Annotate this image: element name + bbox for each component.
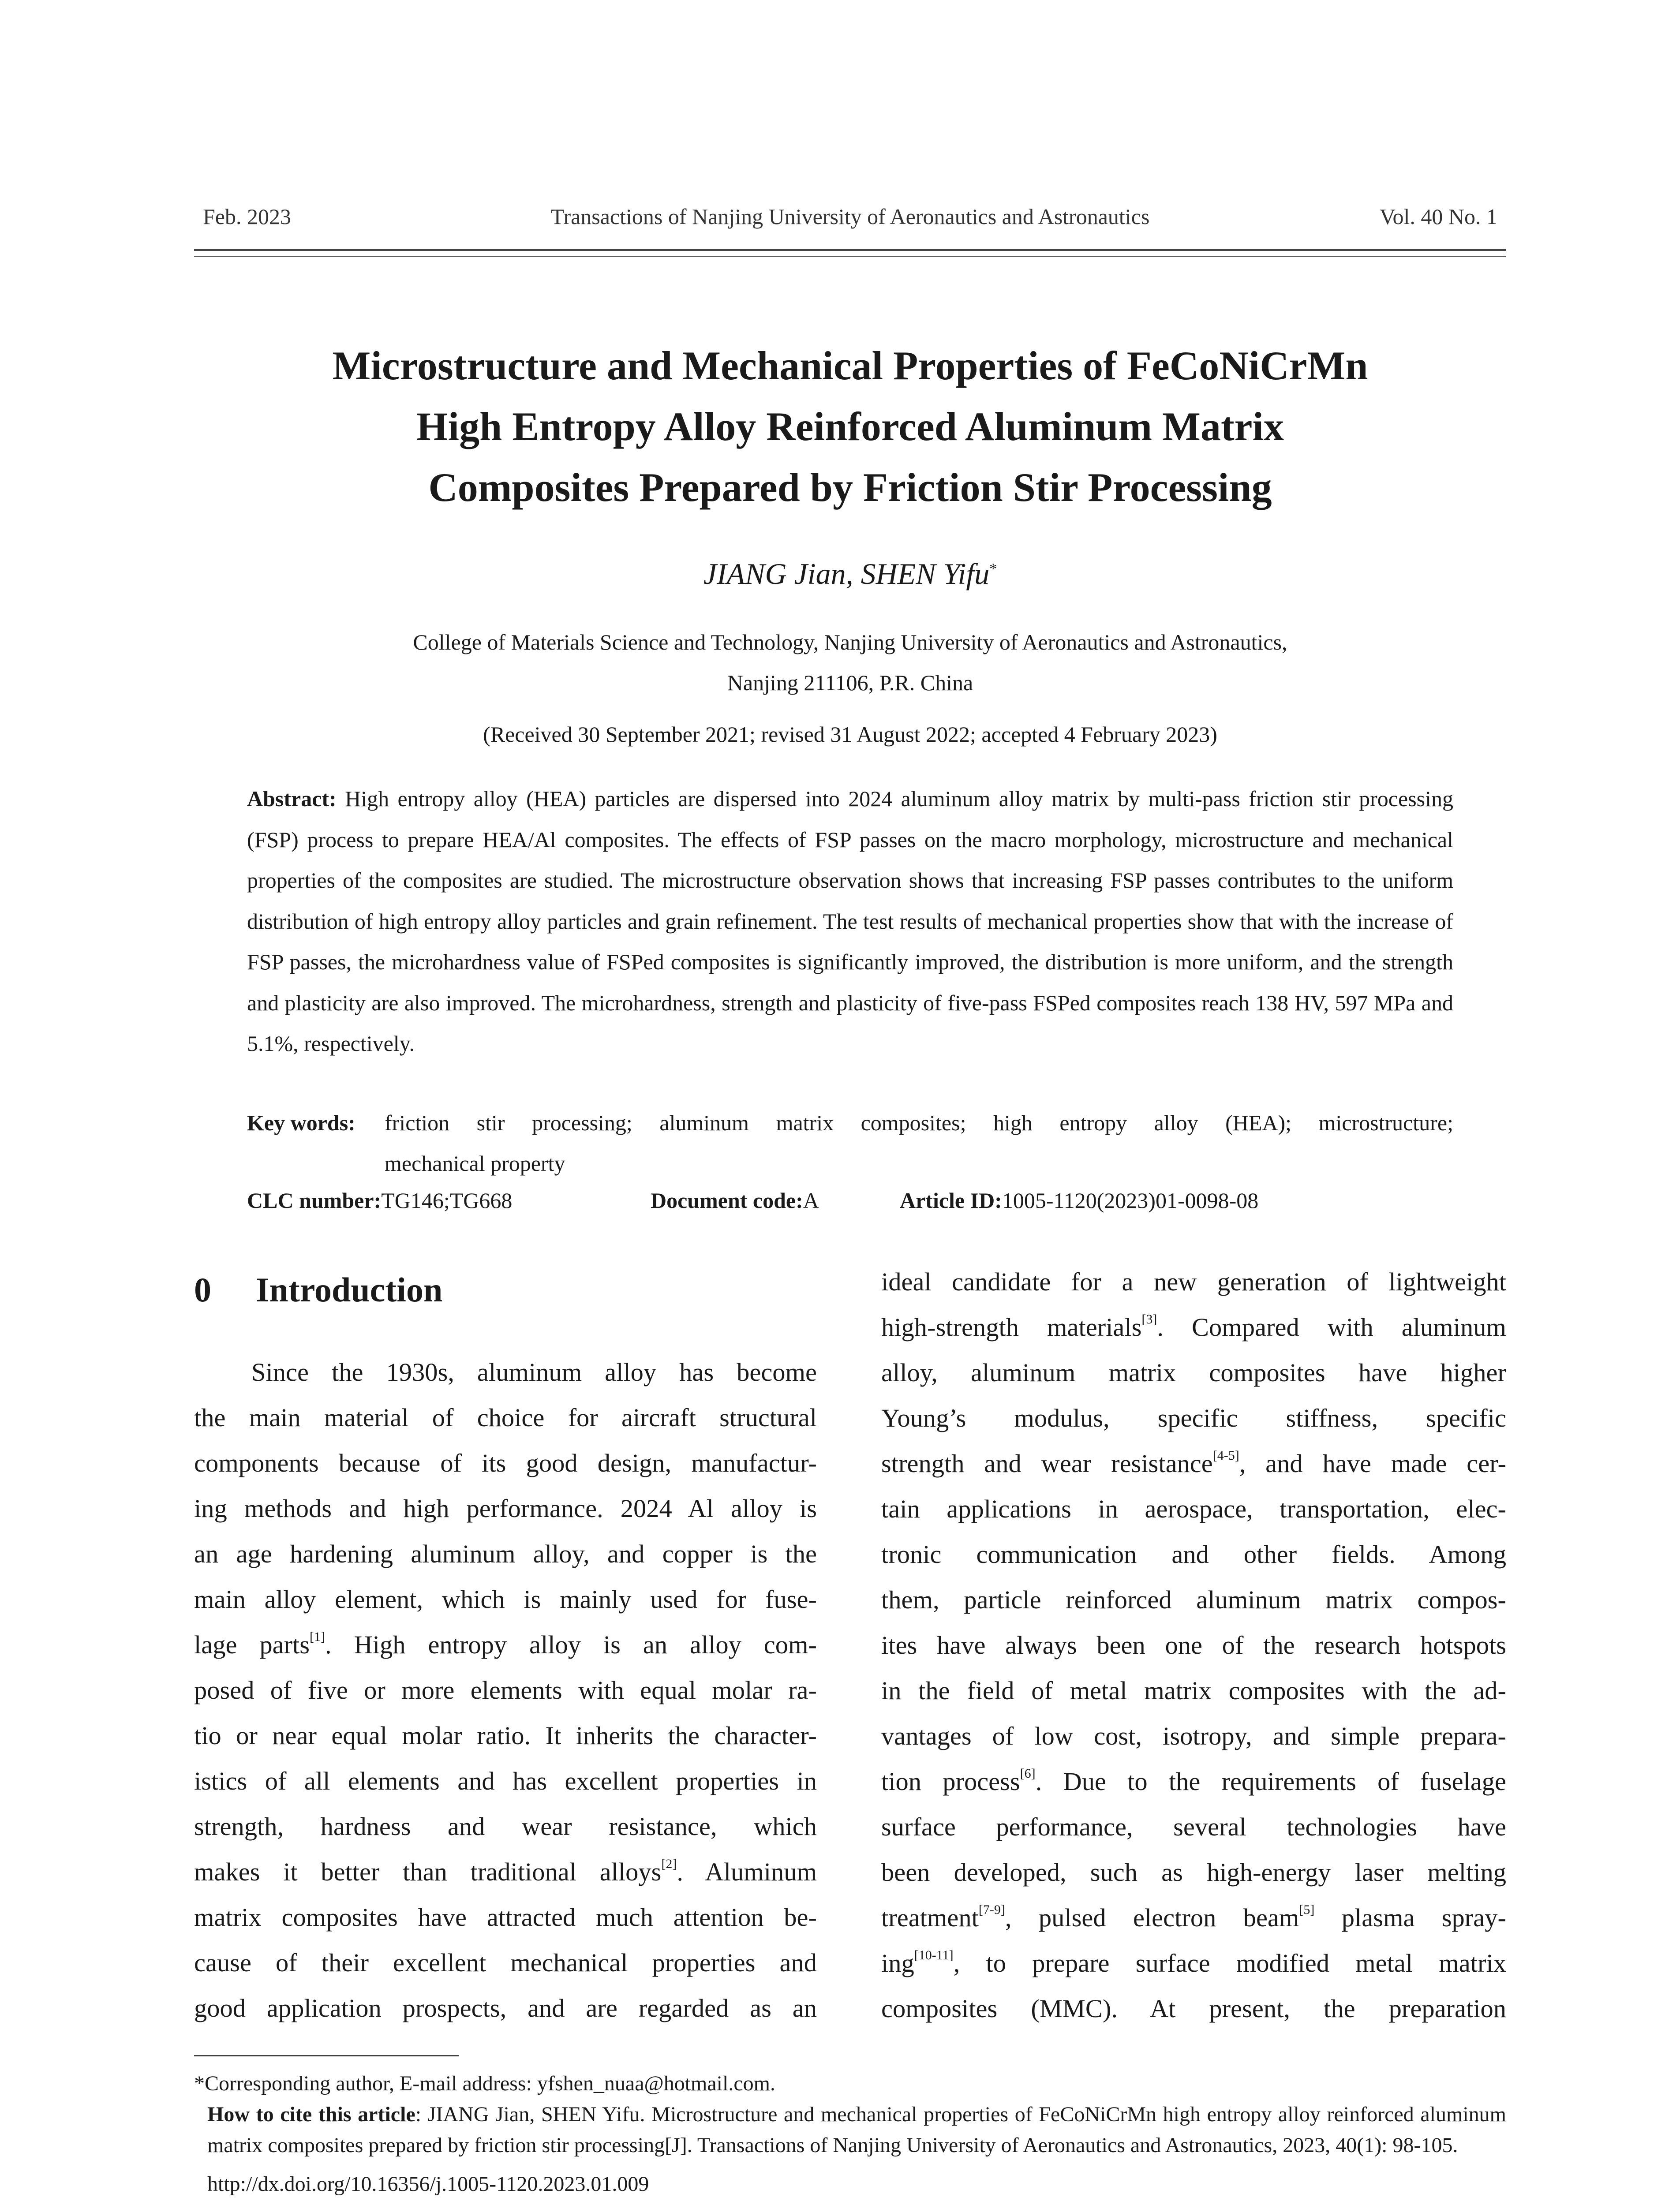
body-text-line: vantages of low cost, isotropy, and simple prepara- bbox=[881, 1722, 1506, 1750]
citation-ref[interactable]: [6] bbox=[1020, 1766, 1036, 1781]
section-title: Introduction bbox=[256, 1271, 443, 1309]
body-text-line: components because of its good design, manufactur- bbox=[194, 1449, 817, 1477]
body-text-line: been developed, such as high-energy laser melting bbox=[881, 1858, 1506, 1887]
running-header bbox=[194, 204, 1506, 230]
body-text-line: ites have always been one of the research hotspots bbox=[881, 1631, 1506, 1659]
body-column-left bbox=[194, 1349, 817, 2031]
body-text-line: the main material of choice for aircraft structural bbox=[194, 1403, 817, 1432]
body-text-line: treatment[7-9], pulsed electron beam[5] plasma spray- bbox=[881, 1902, 1506, 1932]
title-line: Composites Prepared by Friction Stir Processing bbox=[428, 465, 1272, 510]
doi-link[interactable]: http://dx.doi.org/10.16356/j.1005-1120.2023.01.009 bbox=[207, 2172, 649, 2196]
header-volume: Vol. 40 No. 1 bbox=[1379, 204, 1497, 229]
citation-ref[interactable]: [4-5] bbox=[1212, 1448, 1239, 1463]
body-text-line: them, particle reinforced aluminum matrix compos- bbox=[881, 1585, 1506, 1614]
affiliation bbox=[194, 622, 1506, 703]
citation-ref[interactable]: [10-11] bbox=[914, 1948, 954, 1962]
citation-ref[interactable]: [1] bbox=[310, 1629, 326, 1644]
document-code bbox=[651, 1188, 819, 1213]
body-text-line: good application prospects, and are regarded as an bbox=[194, 1994, 817, 2022]
citation-ref[interactable]: [2] bbox=[661, 1857, 677, 1871]
citation-ref[interactable]: [5] bbox=[1299, 1902, 1315, 1917]
affiliation-line: Nanjing 211106, P.R. China bbox=[727, 670, 973, 695]
article-id bbox=[900, 1188, 1258, 1213]
received-dates: (Received 30 September 2021; revised 31 August 2022; accepted 4 February 2023) bbox=[483, 722, 1217, 747]
body-column-right bbox=[881, 1259, 1506, 2031]
body-text-line: an age hardening aluminum alloy, and copper is the bbox=[194, 1540, 817, 1568]
body-text-line: strength and wear resistance[4-5], and have made cer- bbox=[881, 1448, 1506, 1478]
footnotes bbox=[194, 2068, 1506, 2200]
body-text-line: ing[10-11], to prepare surface modified metal matrix bbox=[881, 1948, 1506, 1977]
body-text-line: makes it better than traditional alloys[2]. Aluminum bbox=[194, 1857, 817, 1886]
body-text-line: matrix composites have attracted much attention be- bbox=[194, 1903, 817, 1932]
body-text-line: in the field of metal matrix composites with the ad- bbox=[881, 1676, 1506, 1705]
abstract-text: High entropy alloy (HEA) particles are dispersed into 2024 aluminum alloy matrix by multi-pass friction stir processing (FSP) process to prepare HEA/Al composites. The effects of FSP passes on the macro morphology, microstructure and mechanical properties of the composites are studied. The microstructure observation shows that increasing FSP passes contributes to the uniform distribution of high entropy alloy particles and grain refinement. The test results of mechanical properties show that with the increase of FSP passes, the microhardness value of FSPed composites is significantly improved, the distribution is more uniform, and the strength and plasticity are also improved. The microhardness, strength and plasticity of five-pass FSPed composites reach 138 HV, 597 MPa and 5.1%, respectively. bbox=[247, 786, 1453, 1056]
body-text-line: alloy, aluminum matrix composites have higher bbox=[881, 1358, 1506, 1387]
body-text-line: strength, hardness and wear resistance, which bbox=[194, 1812, 817, 1841]
body-text-line: istics of all elements and has excellent properties in bbox=[194, 1767, 817, 1795]
clc-value: TG146;TG668 bbox=[381, 1188, 513, 1213]
body-text-line: ideal candidate for a new generation of lightweight bbox=[881, 1267, 1506, 1296]
body-text-line: posed of five or more elements with equal molar ra- bbox=[194, 1676, 817, 1704]
how-to-cite bbox=[194, 2099, 1506, 2161]
cite-label: How to cite this article bbox=[207, 2103, 415, 2126]
body-text-line: surface performance, several technologies have bbox=[881, 1813, 1506, 1841]
body-text-line: tio or near equal molar ratio. It inherits the character- bbox=[194, 1721, 817, 1750]
body-text-line: tronic communication and other fields. Among bbox=[881, 1540, 1506, 1569]
authors bbox=[194, 557, 1506, 591]
keywords-line: friction stir processing; aluminum matrix composites; high entropy alloy (HEA); microstructure; bbox=[385, 1110, 1453, 1135]
footnote-rule bbox=[194, 2055, 459, 2056]
citation-ref[interactable]: [7-9] bbox=[978, 1902, 1005, 1917]
body-text-line: lage parts[1]. High entropy alloy is an alloy com- bbox=[194, 1629, 817, 1659]
title-line: Microstructure and Mechanical Properties of FeCoNiCrMn bbox=[332, 343, 1368, 388]
body-text-line: Young’s modulus, specific stiffness, specific bbox=[881, 1404, 1506, 1432]
paper-title bbox=[194, 335, 1506, 518]
section-heading bbox=[194, 1270, 442, 1310]
affiliation-line: College of Materials Science and Technology, Nanjing University of Aeronautics and Astronautics, bbox=[413, 630, 1287, 654]
body-text-line: Since the 1930s, aluminum alloy has become bbox=[251, 1358, 817, 1387]
clc-label: CLC number: bbox=[247, 1188, 382, 1213]
body-text-line: tion process[6]. Due to the requirements of fuselage bbox=[881, 1766, 1506, 1796]
header-rule-thin bbox=[194, 256, 1506, 257]
abstract-label: Abstract: bbox=[247, 786, 337, 811]
body-text-line: cause of their excellent mechanical properties and bbox=[194, 1948, 817, 1977]
doc-label: Document code: bbox=[651, 1188, 803, 1213]
corresponding-mark: * bbox=[989, 561, 997, 577]
header-journal: Transactions of Nanjing University of Aeronautics and Astronautics bbox=[550, 204, 1150, 229]
citation-ref[interactable]: [3] bbox=[1141, 1312, 1157, 1327]
body-text-line: main alloy element, which is mainly used for fuse- bbox=[194, 1585, 817, 1614]
doc-value: A bbox=[803, 1188, 819, 1213]
article-value: 1005-1120(2023)01-0098-08 bbox=[1002, 1188, 1259, 1213]
body-text-line: high-strength materials[3]. Compared with aluminum bbox=[881, 1312, 1506, 1342]
clc-number bbox=[247, 1188, 512, 1213]
keywords-label: Key words: bbox=[247, 1110, 355, 1135]
abstract bbox=[247, 778, 1453, 1064]
article-label: Article ID: bbox=[900, 1188, 1002, 1213]
section-number: 0 bbox=[194, 1271, 211, 1309]
body-text-line: ing methods and high performance. 2024 Al alloy is bbox=[194, 1494, 817, 1523]
corresponding-author-note: *Corresponding author, E-mail address: yfshen_nuaa@hotmail.com. bbox=[194, 2072, 775, 2095]
header-rule-thick bbox=[194, 249, 1506, 251]
author-names: JIANG Jian, SHEN Yifu bbox=[703, 557, 990, 590]
body-text-line: composites (MMC). At present, the preparation bbox=[881, 1994, 1506, 2023]
body-text-line: tain applications in aerospace, transportation, elec- bbox=[881, 1495, 1506, 1523]
title-line: High Entropy Alloy Reinforced Aluminum Matrix bbox=[416, 404, 1284, 449]
header-date: Feb. 2023 bbox=[203, 204, 291, 229]
keywords-line: mechanical property bbox=[385, 1151, 565, 1176]
cite-text: : JIANG Jian, SHEN Yifu. Microstructure and mechanical properties of FeCoNiCrMn high entropy alloy reinforced aluminum matrix composites prepared by friction stir processing[J]. Transactions of Nanjing University of Aeronautics and Astronautics, 2023, 40(1): 98-105. bbox=[207, 2103, 1506, 2157]
